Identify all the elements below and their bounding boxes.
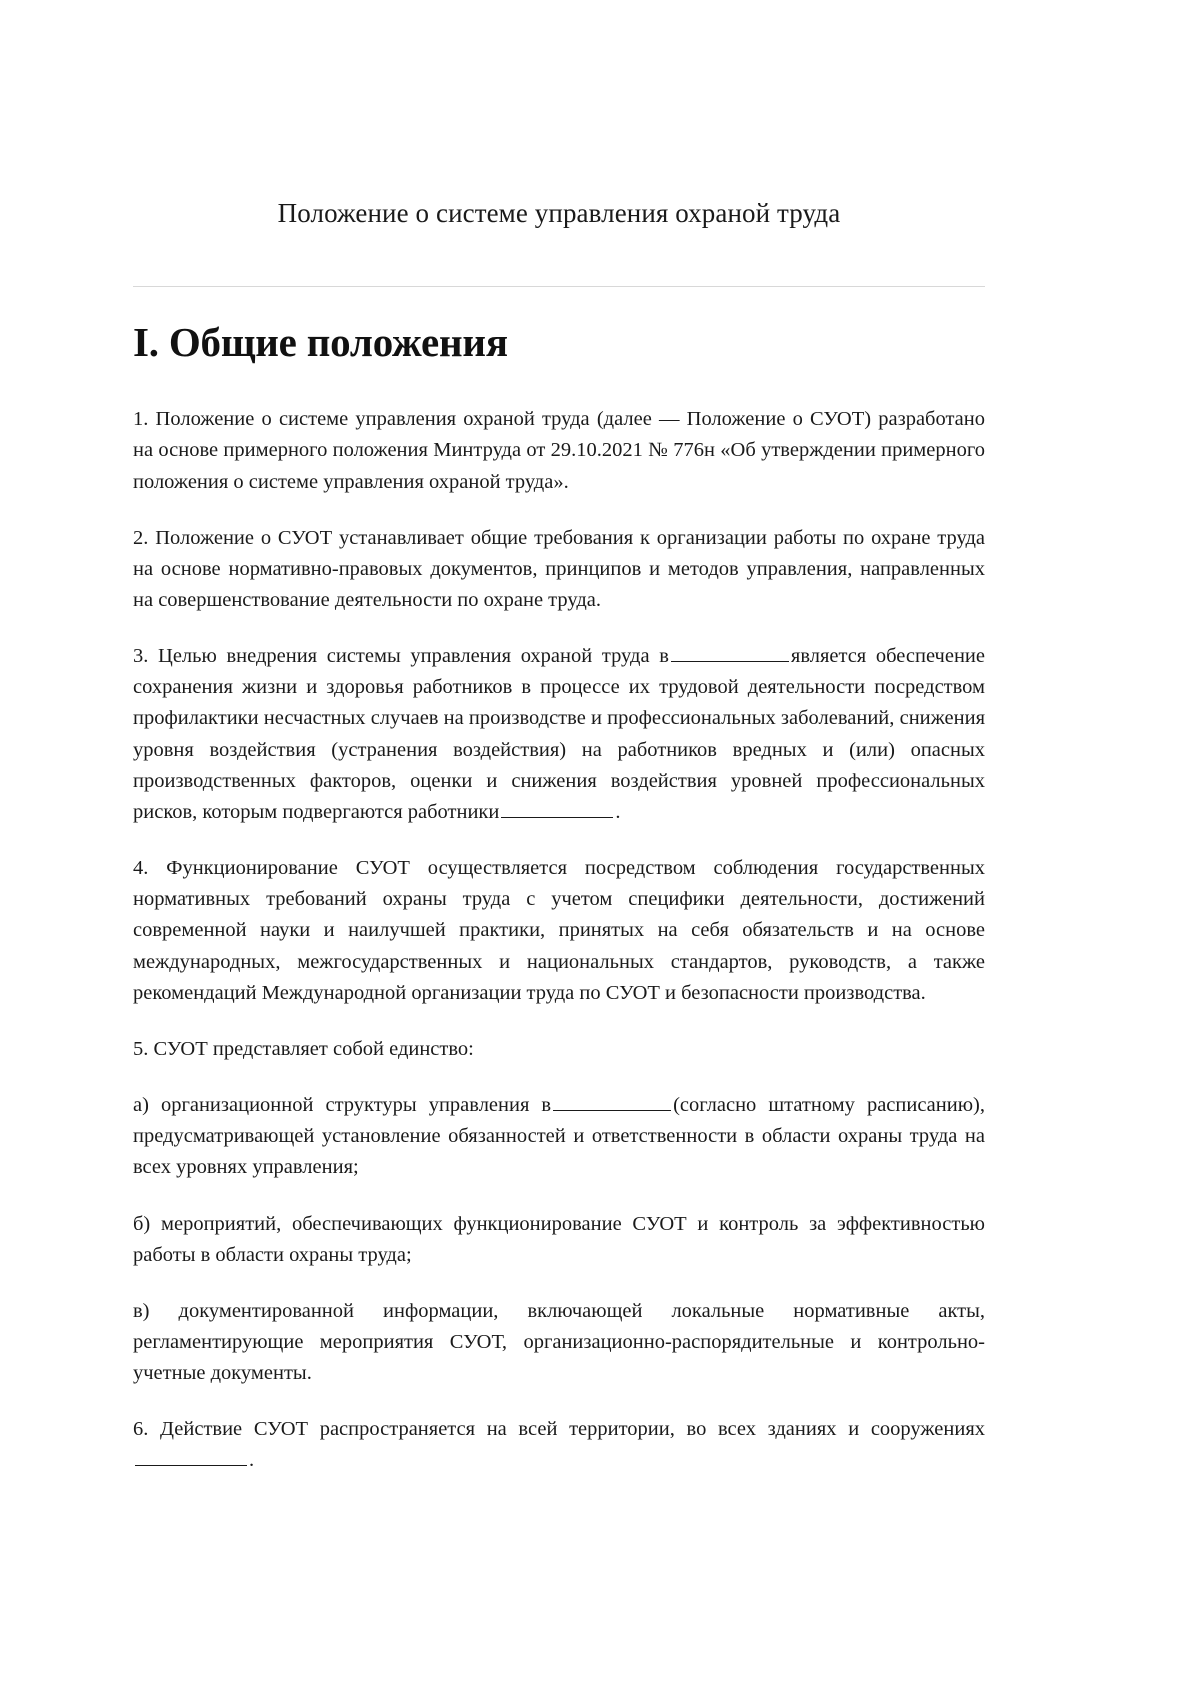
paragraph-3-tail: . xyxy=(615,800,621,823)
document-title: Положение о системе управления охраной труда xyxy=(277,198,841,228)
paragraph-5: 5. СУОТ представляет собой единство: xyxy=(133,1037,474,1060)
list-item-b: б) мероприятий, обеспечивающих функционирование СУОТ и контроль за эффективностью работы в области охраны труда; xyxy=(133,1212,985,1266)
fill-in-blank-organization[interactable] xyxy=(671,642,789,662)
section-heading: I. Общие положения xyxy=(133,319,508,366)
fill-in-blank-employees[interactable] xyxy=(501,797,613,817)
paragraph-3-text-after-blank: является обеспечение сохранения жизни и здоровья работников в процессе их трудовой деятельности посредством профилактики несчастных случаев на производстве и профессиональных заболеваний, снижения уровня воздействия (устранения воздействия) на работников вредных и (или) опасных производственных факторов, оценки и снижения воздействия уровней профессиональных рисков, которым подвергаются работники xyxy=(133,645,985,823)
paragraph-3 xyxy=(133,616,985,828)
list-item-a-text-before-blank: а) организационной структуры управления в xyxy=(133,1094,552,1117)
list-item-a-text-after-blank: (согласно штатному расписанию), предусматривающей установление обязанностей и ответственности в области охраны труда на всех уровнях управления; xyxy=(133,1094,985,1179)
paragraph-3-text-before-blank: 3. Целью внедрения системы управления охраной труда в xyxy=(133,645,669,668)
document-content xyxy=(133,0,985,1477)
paragraph-6-tail: . xyxy=(249,1449,255,1472)
paragraph-1: 1. Положение о системе управления охраной труда (далее — Положение о СУОТ) разработано на основе примерного положения Минтруда от 29.10.2021 № 776н «Об утверждении примерного положения о системе управления охраной труда». xyxy=(133,408,985,493)
paragraph-6 xyxy=(133,1389,985,1476)
list-item-a xyxy=(133,1065,985,1183)
paragraph-4: 4. Функционирование СУОТ осуществляется посредством соблюдения государственных нормативных требований охраны труда с учетом специфики деятельности, достижений современной науки и наилучшей практики, принятых на себя обязательств и на основе международных, межгосударственных и национальных стандартов, руководств, а также рекомендаций Международной организации труда по СУОТ и безопасности производства. xyxy=(133,857,985,1004)
fill-in-blank-buildings[interactable] xyxy=(135,1446,247,1466)
paragraph-2: 2. Положение о СУОТ устанавливает общие требования к организации работы по охране труда на основе нормативно-правовых документов, принципов и методов управления, направленных на совершенствование деятельности по охране труда. xyxy=(133,526,985,612)
fill-in-blank-structure[interactable] xyxy=(553,1091,671,1111)
paragraph-6-text-before-blank: 6. Действие СУОТ распространяется на всей территории, во всех зданиях и сооружениях xyxy=(133,1418,985,1441)
list-item-v: в) документированной информации, включающей локальные нормативные акты, регламентирующие мероприятия СУОТ, организационно-распорядительные и контрольно-учетные документы. xyxy=(133,1299,985,1385)
